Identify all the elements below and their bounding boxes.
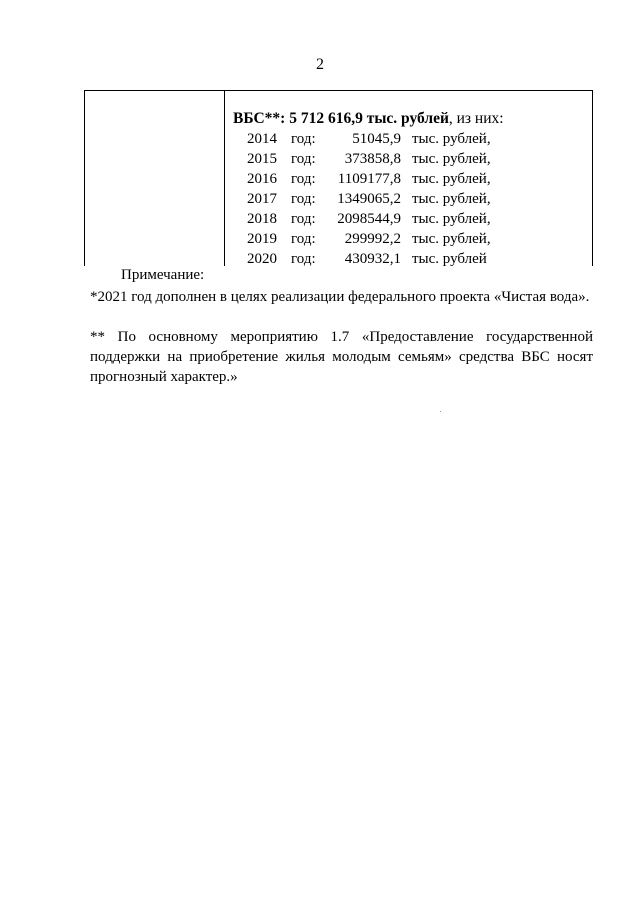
page-number: 2 [316, 56, 324, 73]
unit-cell: тыс. рублей, [412, 211, 491, 227]
funding-table [84, 90, 593, 266]
year-cell: 2016 [247, 171, 277, 187]
notes-title: Примечание: [121, 267, 205, 283]
note-1: *2021 год дополнен в целях реализации федерального проекта «Чистая вода». [90, 289, 590, 305]
unit-cell: тыс. рублей, [412, 231, 491, 247]
god-cell: год: [291, 251, 316, 267]
amount-cell: 299992,2 [344, 231, 401, 247]
year-cell: 2018 [247, 211, 277, 227]
god-cell: год: [291, 211, 316, 227]
amount-cell: 2098544,9 [337, 211, 401, 227]
amount-cell: 1109177,8 [337, 171, 401, 187]
god-cell: год: [291, 171, 316, 187]
vbs-total-suffix: , из них: [448, 110, 504, 127]
year-cell: 2015 [247, 151, 277, 167]
unit-cell: тыс. рублей, [412, 131, 491, 147]
note-2: ** По основному мероприятию 1.7 «Предоставление государственной поддержки на приобретение жилья молодым семьям» средства ВБС носят прогнозный характер.» [90, 329, 593, 385]
column-divider [224, 91, 225, 266]
amount-cell: 430932,1 [344, 251, 401, 267]
year-cell: 2014 [247, 131, 277, 147]
god-cell: год: [291, 231, 316, 247]
amount-cell: 373858,8 [344, 151, 401, 167]
amount-cell: 51045,9 [352, 131, 401, 147]
year-cell: 2019 [247, 231, 277, 247]
vbs-total-label: ВБС**: 5 712 616,9 тыс. рублей [233, 110, 449, 127]
god-cell: год: [291, 131, 316, 147]
unit-cell: тыс. рублей, [412, 171, 491, 187]
year-cell: 2020 [247, 251, 277, 267]
god-cell: год: [291, 191, 316, 207]
scan-speck [440, 411, 441, 412]
unit-cell: тыс. рублей [412, 251, 487, 267]
amount-cell: 1349065,2 [337, 191, 401, 207]
god-cell: год: [291, 151, 316, 167]
year-cell: 2017 [247, 191, 277, 207]
vbs-total-header [233, 110, 504, 128]
unit-cell: тыс. рублей, [412, 151, 491, 167]
unit-cell: тыс. рублей, [412, 191, 491, 207]
